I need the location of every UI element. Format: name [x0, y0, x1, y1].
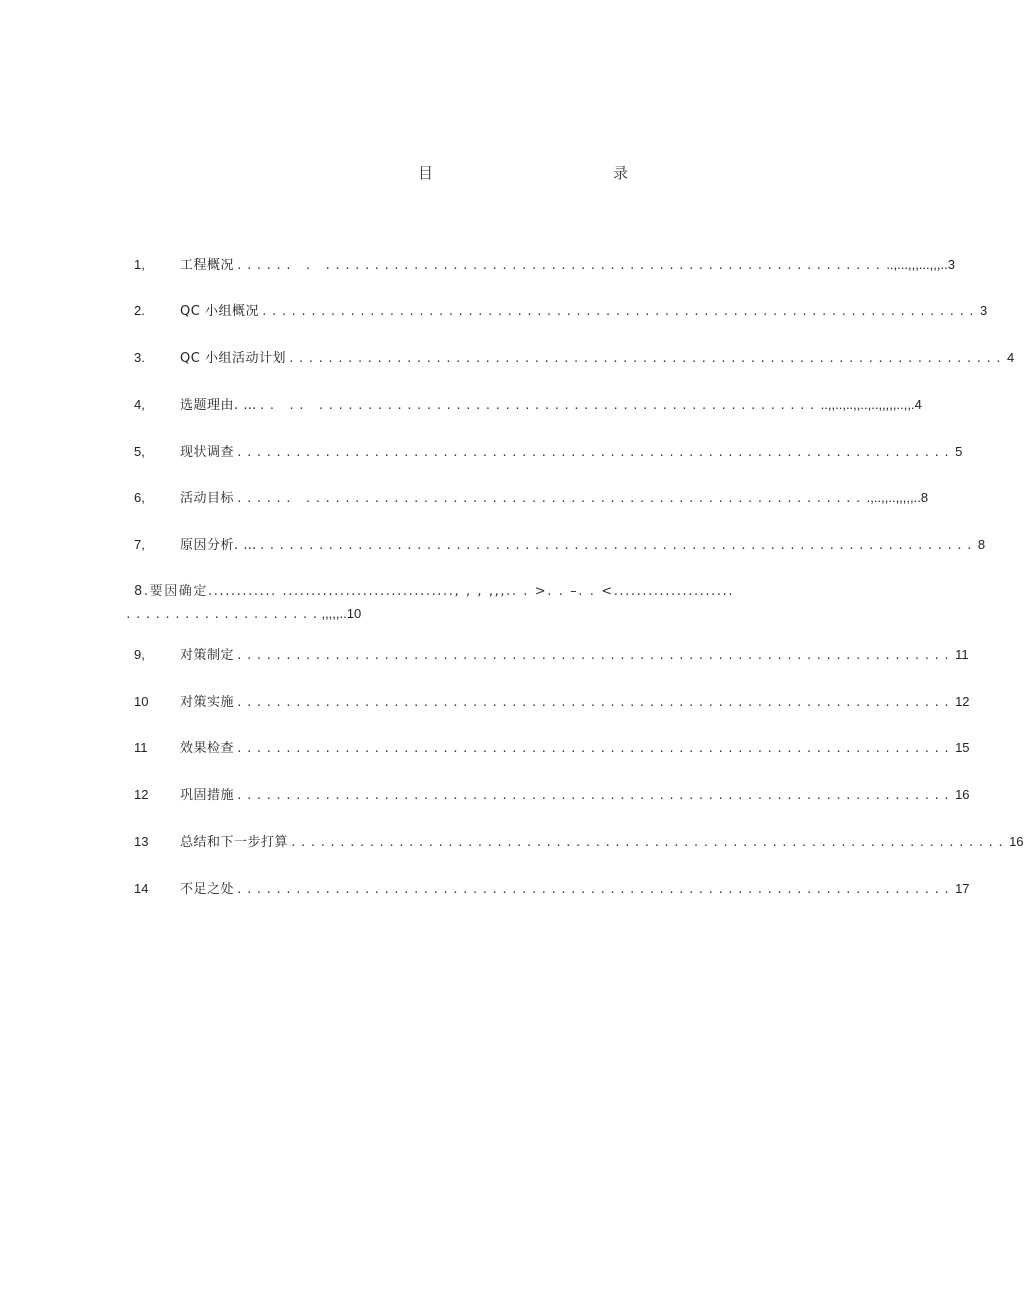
toc-leader-dots: ......................................................................... — [236, 742, 954, 755]
toc-entry-number: 5, — [134, 444, 145, 459]
toc-entry-page: ..,,..,..,,..,..,,,,,..,,.4 — [820, 397, 922, 412]
toc-entry — [134, 442, 963, 462]
toc-entry-label: 效果检查 — [180, 741, 235, 756]
toc-entry — [134, 645, 969, 665]
toc-entry-number: 14 — [134, 881, 149, 896]
toc-entry-page: 16 — [1009, 834, 1024, 849]
toc-leader-dots: .. .. ................................................... — [258, 399, 819, 412]
toc-leader-dots: ......................................................................... — [236, 696, 954, 709]
toc-entry-page: 12 — [955, 694, 970, 709]
toc-entry-page: 17 — [955, 881, 970, 896]
toc-entry-page: 4 — [1007, 350, 1015, 365]
toc-entry-label: QC 小组概况 — [180, 304, 259, 319]
toc-entry-number: 3. — [134, 350, 145, 365]
toc-entry-label: 原因分析. … — [180, 538, 257, 553]
toc-leader-dots: ......................................................................... — [236, 883, 954, 896]
toc-entry-page: ..,...,,,...,,,..3 — [886, 257, 955, 272]
toc-title-left: 目 — [418, 164, 434, 182]
toc-entry-label: 现状调查 — [180, 445, 235, 460]
toc-entry — [134, 785, 970, 805]
toc-entry-number: 4, — [134, 397, 145, 412]
toc-entry-page: 8 — [977, 537, 986, 552]
toc-entry-page: 3 — [980, 303, 988, 318]
toc-entry-number: 6, — [134, 490, 145, 505]
toc-entry — [134, 255, 955, 275]
toc-entry-wrapped — [125, 582, 775, 625]
toc-entry-label: QC 小组活动计划 — [180, 351, 286, 366]
toc-entry-page: 11 — [955, 647, 969, 662]
toc-entry-label: 对策实施 — [180, 695, 235, 710]
toc-entry — [134, 488, 929, 508]
toc-leader-dots: ......................................................................... — [236, 446, 954, 459]
toc-entry-page: 15 — [955, 740, 970, 755]
toc-leader-dots: ......................................................................... — [260, 305, 978, 318]
toc-entry-label: 活动目标 — [180, 491, 235, 506]
toc-leader-dots: .................... — [125, 608, 322, 621]
toc-entry-label: 不足之处 — [180, 882, 235, 897]
toc-entry-number: 1, — [134, 257, 145, 272]
toc-entry-label: 对策制定 — [180, 648, 235, 663]
toc-entry — [134, 301, 988, 321]
toc-entry — [134, 348, 1015, 368]
toc-leader-dots: ......................................................................... — [287, 352, 1005, 365]
toc-entry-label: 工程概况 — [180, 258, 235, 273]
toc-entry — [134, 738, 970, 758]
toc-entry — [134, 395, 922, 415]
toc-entry-page: 5 — [955, 444, 963, 459]
toc-entry-number: 11 — [134, 740, 148, 755]
toc-entry-label: 总结和下一步打算 — [180, 835, 289, 850]
toc-entry-label: 巩固措施 — [180, 788, 235, 803]
toc-entry-number: 9, — [134, 647, 145, 662]
toc-entry-page: .,..,,..,,,,,..8 — [866, 490, 929, 505]
toc-entry-number: 2. — [134, 303, 145, 318]
toc-entry-text: 8.要因确定............ .............................., , , ,,,.. . >. . –. . <..................... — [134, 584, 735, 599]
toc-title-right: 录 — [613, 164, 629, 182]
toc-leader-dots: ......................................................................... — [258, 539, 976, 552]
toc-leader-dots: ......................................................................... — [290, 836, 1008, 849]
toc-leader-dots: ......................................................................... — [236, 649, 954, 662]
toc-entry-number: 12 — [134, 787, 149, 802]
toc-entry — [134, 879, 970, 899]
toc-entry — [134, 535, 986, 555]
toc-entry — [134, 692, 970, 712]
toc-entry-label: 选题理由. … — [180, 398, 257, 413]
toc-leader-dots: ...... . ......................................................... — [236, 259, 885, 272]
toc-entry-number: 10 — [134, 694, 149, 709]
toc-entry-number: 13 — [134, 834, 149, 849]
toc-entry — [134, 832, 1024, 852]
toc-entry-number: 7, — [134, 537, 145, 552]
toc-entry-page: ,,,,,..10 — [321, 606, 362, 621]
toc-leader-dots: ...... ......................................................... — [236, 492, 865, 505]
toc-entry-page: 16 — [955, 787, 970, 802]
toc-leader-dots: ......................................................................... — [236, 789, 954, 802]
